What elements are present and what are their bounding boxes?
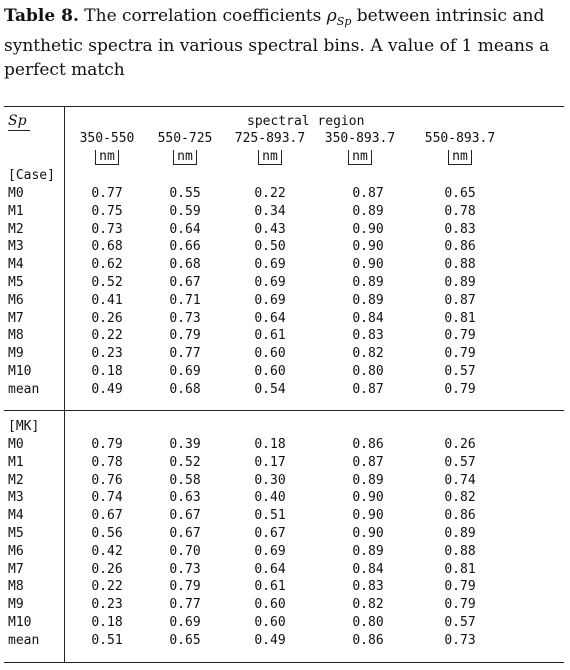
table-row <box>0 437 570 455</box>
table-cell: 0.86 <box>444 508 476 524</box>
table-cell: 0.74 <box>91 490 123 506</box>
table-cell: 0.61 <box>254 328 286 344</box>
table-cell: 0.90 <box>352 490 384 506</box>
table-cell: 0.68 <box>169 257 201 273</box>
table-cell: 0.69 <box>169 364 201 379</box>
table-cell: 0.89 <box>444 275 476 290</box>
table-cell: 0.39 <box>169 437 201 452</box>
table-cell: 0.17 <box>254 454 286 470</box>
column-header: 725-893.7 <box>234 131 306 146</box>
table-cell: 0.67 <box>169 526 201 541</box>
group-separator-rule <box>4 410 564 411</box>
column-unit-label: nm <box>95 150 119 165</box>
table-cell: 0.89 <box>352 275 384 290</box>
table-cell: 0.82 <box>444 490 476 506</box>
table-cell: 0.57 <box>444 615 476 630</box>
table-cell: 0.69 <box>254 543 286 559</box>
column-unit-label: nm <box>258 150 282 165</box>
table-cell: 0.76 <box>91 472 123 488</box>
table-cell: 0.26 <box>91 310 123 326</box>
table-cell: 0.83 <box>352 328 384 344</box>
table-cell: 0.87 <box>352 381 384 397</box>
table-row <box>0 257 570 275</box>
column-header: 350-550 <box>79 131 135 146</box>
table-row <box>0 275 570 293</box>
row-label: M1 <box>8 454 24 470</box>
table-bottom-rule <box>4 662 564 663</box>
table-cell: 0.67 <box>254 526 286 541</box>
table-row <box>0 186 570 204</box>
table-row <box>0 473 570 491</box>
table-cell: 0.90 <box>352 526 384 541</box>
table-cell: 0.43 <box>254 221 286 237</box>
table-cell: 0.80 <box>352 364 384 379</box>
row-label: M2 <box>8 221 24 237</box>
table-cell: 0.86 <box>352 632 384 648</box>
table-cell: 0.69 <box>254 257 286 273</box>
table-cell: 0.62 <box>91 257 123 273</box>
table-cell: 0.81 <box>444 561 476 577</box>
table-cell: 0.75 <box>91 203 123 219</box>
table-row <box>0 615 570 633</box>
caption-label: Table 8. <box>4 6 79 26</box>
table-top-rule <box>4 106 564 107</box>
column-unit <box>62 149 152 165</box>
table-cell: 0.52 <box>91 275 123 290</box>
table-cell: 0.90 <box>352 239 384 255</box>
table-cell: 0.22 <box>254 186 286 201</box>
table-row <box>0 239 570 257</box>
row-label: M2 <box>8 472 24 488</box>
table-row <box>0 222 570 240</box>
table-cell: 0.79 <box>169 328 201 344</box>
row-label: M6 <box>8 292 24 308</box>
table-cell: 0.77 <box>91 186 123 201</box>
table-cell: 0.83 <box>444 221 476 237</box>
table-cell: 0.67 <box>91 508 123 524</box>
table-cell: 0.67 <box>169 508 201 524</box>
table-cell: 0.64 <box>254 561 286 577</box>
table-cell: 0.90 <box>352 508 384 524</box>
table-cell: 0.90 <box>352 257 384 273</box>
table-row <box>0 293 570 311</box>
row-label: M3 <box>8 239 24 255</box>
table-cell: 0.88 <box>444 257 476 273</box>
table-cell: 0.79 <box>444 328 476 344</box>
table-cell: 0.68 <box>91 239 123 255</box>
table-cell: 0.79 <box>169 579 201 595</box>
table-cell: 0.89 <box>352 543 384 559</box>
caption-text-after: between intrinsic and synthetic spectra in various spectral bins. A value of 1 means a perfect match <box>4 6 550 80</box>
table-cell: 0.41 <box>91 292 123 308</box>
table-cell: 0.66 <box>169 239 201 255</box>
table-cell: 0.51 <box>254 508 286 524</box>
row-label: M5 <box>8 275 24 290</box>
row-label: M4 <box>8 508 24 524</box>
table-cell: 0.54 <box>254 381 286 397</box>
table-cell: 0.78 <box>91 454 123 470</box>
table-cell: 0.70 <box>169 543 201 559</box>
row-label: mean <box>8 632 40 648</box>
table-cell: 0.34 <box>254 203 286 219</box>
table-cell: 0.59 <box>169 203 201 219</box>
table-cell: 0.18 <box>254 437 286 452</box>
table-row <box>0 346 570 364</box>
table-row <box>0 328 570 346</box>
table-cell: 0.73 <box>169 561 201 577</box>
table-cell: 0.81 <box>444 310 476 326</box>
row-label: M7 <box>8 310 24 326</box>
table-row <box>0 562 570 580</box>
row-header-label: Sp <box>8 113 27 129</box>
table-cell: 0.56 <box>91 526 123 541</box>
table-cell: 0.89 <box>444 526 476 541</box>
table-cell: 0.23 <box>91 346 123 362</box>
table-row <box>0 597 570 615</box>
table-cell: 0.18 <box>91 364 123 379</box>
column-unit <box>225 149 315 165</box>
table-cell: 0.84 <box>352 310 384 326</box>
table-row <box>0 382 570 400</box>
table-cell: 0.86 <box>352 437 384 452</box>
column-unit <box>315 149 405 165</box>
row-label: M0 <box>8 437 24 452</box>
column-header: 550-725 <box>157 131 213 146</box>
table-cell: 0.69 <box>254 292 286 308</box>
row-label: M9 <box>8 346 24 362</box>
table-cell: 0.71 <box>169 292 201 308</box>
table-cell: 0.64 <box>169 221 201 237</box>
table-cell: 0.79 <box>444 579 476 595</box>
table-cell: 0.65 <box>169 632 201 648</box>
table-cell: 0.68 <box>169 381 201 397</box>
table-cell: 0.69 <box>169 615 201 630</box>
table-cell: 0.64 <box>254 310 286 326</box>
column-unit-label: nm <box>448 150 472 165</box>
table-cell: 0.55 <box>169 186 201 201</box>
table-row <box>0 490 570 508</box>
row-label: M1 <box>8 203 24 219</box>
table-cell: 0.52 <box>169 454 201 470</box>
table-row <box>0 579 570 597</box>
table-cell: 0.78 <box>444 203 476 219</box>
row-label: M9 <box>8 597 24 613</box>
table-cell: 0.26 <box>444 437 476 452</box>
caption-rho-subscript: Sp <box>336 15 352 28</box>
table-cell: 0.87 <box>352 186 384 201</box>
table-row <box>0 526 570 544</box>
row-label: M3 <box>8 490 24 506</box>
table-cell: 0.57 <box>444 454 476 470</box>
table-cell: 0.88 <box>444 543 476 559</box>
row-label: M6 <box>8 543 24 559</box>
table-row <box>0 633 570 651</box>
column-unit <box>415 149 505 165</box>
column-unit-label: nm <box>348 150 372 165</box>
table-cell: 0.58 <box>169 472 201 488</box>
caption-text-before: The correlation coefficients <box>84 6 327 26</box>
table-row <box>0 204 570 222</box>
table-cell: 0.60 <box>254 615 286 630</box>
table-cell: 0.60 <box>254 597 286 613</box>
table-cell: 0.22 <box>91 579 123 595</box>
table-cell: 0.51 <box>91 632 123 648</box>
table-row <box>0 311 570 329</box>
row-header-underline <box>8 130 30 131</box>
table-cell: 0.18 <box>91 615 123 630</box>
row-label: M5 <box>8 526 24 541</box>
table-cell: 0.89 <box>352 292 384 308</box>
table-cell: 0.79 <box>444 597 476 613</box>
table-cell: 0.65 <box>444 186 476 201</box>
table-row <box>0 508 570 526</box>
table-cell: 0.23 <box>91 597 123 613</box>
table-cell: 0.57 <box>444 364 476 379</box>
table-cell: 0.49 <box>91 381 123 397</box>
table-cell: 0.87 <box>444 292 476 308</box>
row-label: mean <box>8 381 40 397</box>
group-label: [Case] <box>8 168 55 183</box>
caption-rho-symbol: ρ <box>326 6 337 26</box>
row-label: M8 <box>8 328 24 344</box>
table-cell: 0.73 <box>444 632 476 648</box>
table-cell: 0.69 <box>254 275 286 290</box>
table-cell: 0.22 <box>91 328 123 344</box>
group-label: [MK] <box>8 419 40 434</box>
table-cell: 0.79 <box>444 381 476 397</box>
table-cell: 0.67 <box>169 275 201 290</box>
table-cell: 0.84 <box>352 561 384 577</box>
table-row <box>0 364 570 382</box>
table-caption <box>4 4 564 82</box>
table-cell: 0.83 <box>352 579 384 595</box>
row-label: M4 <box>8 257 24 273</box>
column-unit-label: nm <box>173 150 197 165</box>
table-cell: 0.73 <box>169 310 201 326</box>
table-cell: 0.80 <box>352 615 384 630</box>
table-cell: 0.90 <box>352 221 384 237</box>
table-cell: 0.63 <box>169 490 201 506</box>
column-unit <box>140 149 230 165</box>
column-header: 550-893.7 <box>424 131 496 146</box>
row-label: M8 <box>8 579 24 595</box>
table-cell: 0.89 <box>352 203 384 219</box>
row-label: M0 <box>8 186 24 201</box>
table-cell: 0.40 <box>254 490 286 506</box>
table-cell: 0.30 <box>254 472 286 488</box>
table-row <box>0 455 570 473</box>
table-cell: 0.73 <box>91 221 123 237</box>
table-row <box>0 544 570 562</box>
row-label: M10 <box>8 364 32 379</box>
table-cell: 0.50 <box>254 239 286 255</box>
table-cell: 0.77 <box>169 597 201 613</box>
table-cell: 0.86 <box>444 239 476 255</box>
table-cell: 0.26 <box>91 561 123 577</box>
row-label: M10 <box>8 615 32 630</box>
table-cell: 0.82 <box>352 597 384 613</box>
table-cell: 0.87 <box>352 454 384 470</box>
table-cell: 0.60 <box>254 346 286 362</box>
table-cell: 0.79 <box>91 437 123 452</box>
table-cell: 0.49 <box>254 632 286 648</box>
row-label: M7 <box>8 561 24 577</box>
table-cell: 0.82 <box>352 346 384 362</box>
table-cell: 0.42 <box>91 543 123 559</box>
column-spanner-title: spectral region <box>247 114 365 129</box>
column-header: 350-893.7 <box>324 131 396 146</box>
table-cell: 0.61 <box>254 579 286 595</box>
table-cell: 0.60 <box>254 364 286 379</box>
table-cell: 0.79 <box>444 346 476 362</box>
table-cell: 0.77 <box>169 346 201 362</box>
table-cell: 0.74 <box>444 472 476 488</box>
table-cell: 0.89 <box>352 472 384 488</box>
